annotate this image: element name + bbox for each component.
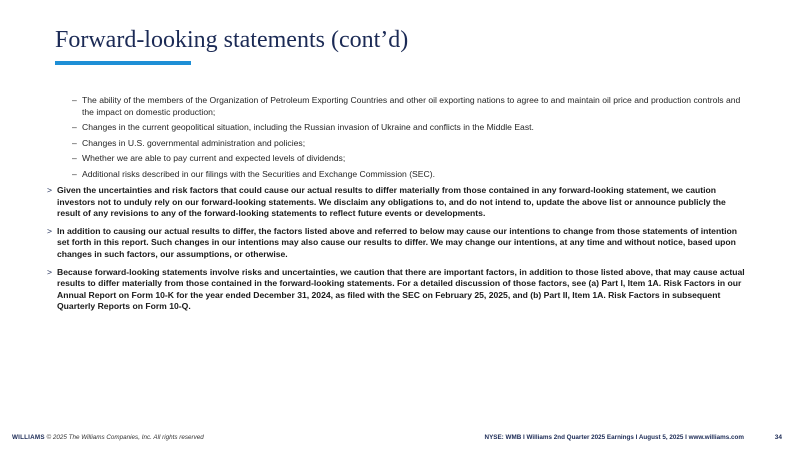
sub-bullet-text: The ability of the members of the Organization of Petroleum Exporting Countries and other oil exporting nations to agree to and maintain oil price and production controls and the impact on domestic production; — [82, 95, 741, 117]
caret-marker: > — [47, 225, 53, 236]
sub-bullet-text: Additional risks described in our filings with the Securities and Exchange Commission (SEC). — [82, 168, 435, 179]
sub-bullet-item — [72, 153, 742, 165]
caret-marker: > — [47, 266, 53, 277]
main-bullet-list — [47, 185, 747, 319]
sub-bullet-text: Changes in U.S. governmental administration and policies; — [82, 137, 306, 148]
main-bullet-text: In addition to causing our actual results to differ, the factors listed above and referred to below may cause our intentions to change from those statements of intention set forth in this report. Such changes in our intentions may also cause our results to differ. We may change our intentions, at any time and without notice, based upon changes in such factors, our assumptions, or otherwise. — [57, 225, 737, 259]
copyright-text: © 2025 The Williams Companies, Inc. All rights reserved — [46, 434, 204, 441]
sub-bullet-item — [72, 169, 742, 181]
sub-bullet-item — [72, 138, 742, 150]
dash-marker: – — [72, 95, 77, 105]
sub-bullet-text: Changes in the current geopolitical situation, including the Russian invasion of Ukraine and conflicts in the Middle East. — [82, 122, 534, 133]
dash-marker: – — [72, 168, 77, 179]
main-bullet-text: Given the uncertainties and risk factors that could cause our actual results to differ materially from those contained in any forward-looking statement, we caution investors not to unduly rely on our forward-looking statements. We disclaim any obligations to, and do not intend to, update the above list or announce publicly the result of any revisions to any of the forward-looking statements to reflect future events or developments. — [57, 185, 726, 219]
dash-marker: – — [72, 153, 77, 164]
dash-marker: – — [72, 122, 77, 133]
caret-marker: > — [47, 185, 53, 195]
sub-bullet-item — [72, 122, 742, 134]
sub-bullet-text: Whether we are able to pay current and expected levels of dividends; — [82, 153, 346, 164]
brand-logo-text: WILLIAMS — [12, 434, 45, 441]
slide-title: Forward-looking statements (cont’d) — [55, 27, 409, 53]
footer-left — [12, 434, 204, 441]
footer-info: NYSE: WMB I Williams 2nd Quarter 2025 Earnings I August 5, 2025 I www.williams.com — [484, 434, 744, 441]
dash-marker: – — [72, 137, 77, 148]
sub-bullet-item — [72, 95, 742, 118]
page-number: 34 — [774, 434, 782, 441]
sub-bullet-list — [72, 95, 742, 185]
main-bullet-item — [47, 226, 747, 261]
main-bullet-text: Because forward-looking statements involve risks and uncertainties, we caution that there are important factors, in addition to those listed above, that may cause actual results to differ materially from those contained in the forward-looking statements. For a detailed discussion of those factors, see (a) Part I, Item 1A. Risk Factors in our Annual Report on Form 10-K for the year ended December 31, 2024, as filed with the SEC on February 25, 2025, and (b) Part II, Item 1A. Risk Factors in subsequent Quarterly Reports on Form 10-Q. — [57, 266, 745, 312]
title-underline — [55, 61, 191, 65]
main-bullet-item — [47, 185, 747, 220]
main-bullet-item — [47, 267, 747, 313]
